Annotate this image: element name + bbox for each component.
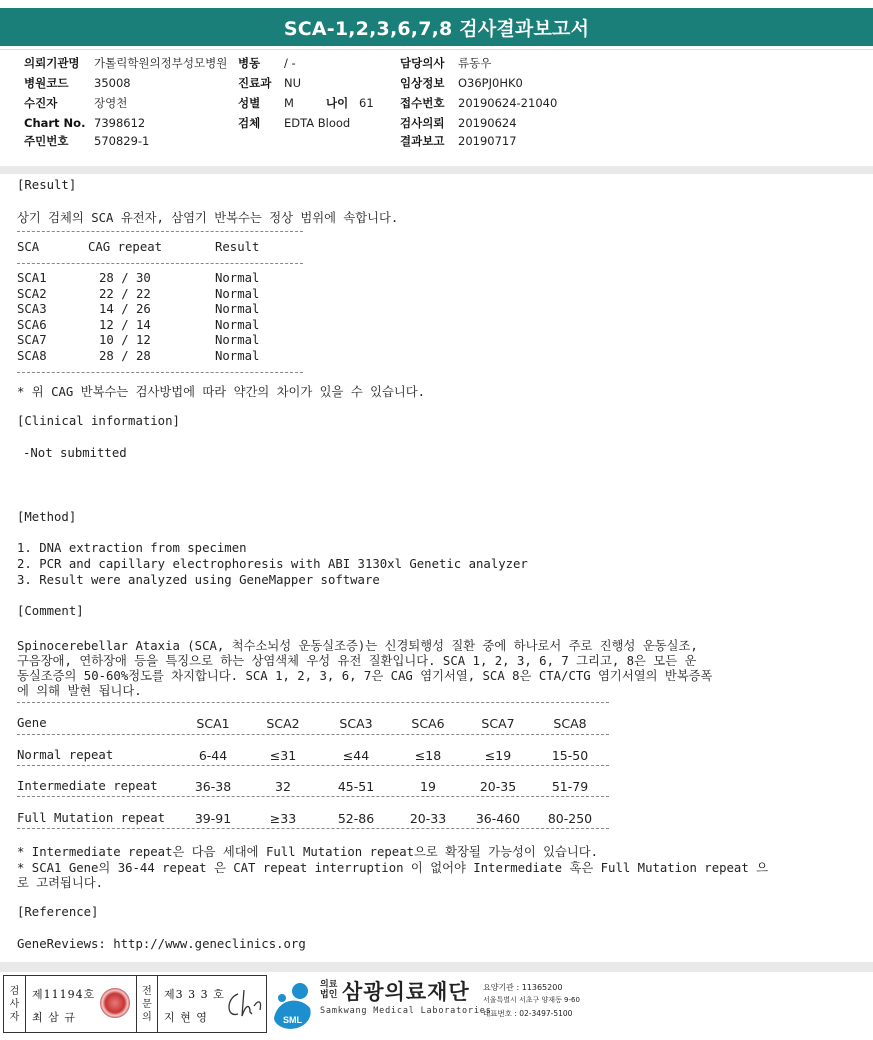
report-date-row [400, 132, 517, 151]
specialist-label-char: 의 [142, 1011, 152, 1023]
comment-note: * SCA1 Gene의 36-44 repeat 은 CAT repeat interruption 이 없어야 Intermediate 혹은 Full Mutation repeat 으 [17, 861, 769, 875]
gene-cell: 36-460 [475, 811, 521, 826]
code-label: 병원코드 [24, 76, 69, 90]
specialist-label-char: 전 [142, 985, 152, 997]
clinical-heading: [Clinical information] [17, 414, 180, 428]
sex-row [238, 94, 374, 113]
result-cell-repeat: 28 / 28 [99, 349, 151, 363]
clinical-code-value: O36PJ0HK0 [458, 76, 523, 90]
gene-cell: 32 [275, 779, 291, 794]
gene-cell: SCA3 [339, 716, 373, 731]
org-prefix-line: 의료 [320, 980, 338, 990]
dashed-rule [17, 372, 303, 373]
result-summary: 상기 검체의 SCA 유전자, 삼염기 반복수는 정상 범위에 속합니다. [17, 211, 399, 225]
comment-paragraph-line: Spinocerebellar Ataxia (SCA, 척수소뇌성 운동실조증)는 신경퇴행성 질환 중에 하나로서 주로 진행성 운동실조, [17, 639, 698, 653]
dashed-rule [17, 765, 609, 766]
org-prefix-line: 법인 [320, 990, 338, 1000]
resident-value: 570829-1 [94, 134, 150, 148]
dashed-rule [17, 734, 609, 735]
sml-logo-icon [270, 978, 316, 1032]
comment-paragraph-line: 구음장애, 연하장애 등을 특징으로 하는 상염색체 우성 유전 질환입니다. SCA 1, 2, 3, 6, 7 그리고, 8은 모든 운 [17, 654, 697, 668]
ward-value: / - [284, 56, 296, 70]
signature-icon [222, 986, 266, 1024]
receipt-value: 20190624-21040 [458, 96, 558, 110]
sex-label: 성별 [238, 96, 261, 110]
gene-cell: 20-33 [409, 811, 447, 826]
method-item: 2. PCR and capillary electrophoresis with ABI 3130xl Genetic analyzer [17, 557, 528, 571]
gene-cell: 36-38 [194, 779, 232, 794]
result-note: * 위 CAG 반복수는 검사방법에 따라 약간의 차이가 있을 수 있습니다. [17, 385, 426, 399]
gene-cell: 45-51 [337, 779, 375, 794]
result-cell-repeat: 10 / 12 [99, 333, 151, 348]
gene-cell: 51-79 [551, 779, 589, 794]
report-date-label: 결과보고 [400, 134, 445, 148]
method-heading: [Method] [17, 510, 77, 524]
report-header [0, 0, 873, 50]
result-col-repeat: CAG repeat [88, 240, 163, 254]
result-cell-repeat: 28 / 30 [99, 271, 151, 285]
age-value: 61 [359, 96, 374, 110]
gene-cell: SCA6 [411, 716, 445, 731]
result-cell-sca: SCA8 [17, 349, 47, 363]
gene-cell: SCA8 [553, 716, 587, 731]
resident-row [24, 132, 149, 151]
result-cell-repeat: 22 / 22 [99, 286, 151, 301]
result-col-result: Result [215, 240, 260, 254]
receiver-label: 수진자 [24, 96, 58, 110]
patient-info [0, 54, 873, 168]
dept-label: 진료과 [238, 76, 272, 90]
result-cell-sca: SCA6 [17, 317, 47, 332]
signature-box [3, 975, 267, 1033]
result-cell-repeat: 14 / 26 [99, 302, 151, 317]
hospital-label: 의뢰기관명 [24, 56, 80, 70]
specimen-row [238, 114, 350, 133]
footer-divider [0, 962, 873, 972]
dept-value: NU [284, 76, 302, 90]
clinical-code-label: 임상정보 [400, 76, 445, 90]
result-cell-result: Normal [215, 286, 260, 301]
gene-cell: ≤19 [484, 748, 512, 763]
resident-label: 주민번호 [24, 134, 69, 148]
result-cell-result: Normal [215, 271, 260, 285]
tester-label-char: 자 [9, 1011, 20, 1023]
gene-cell: SCA7 [481, 716, 515, 731]
gene-cell: 19 [420, 779, 436, 794]
result-heading: [Result] [17, 178, 77, 192]
age-label: 나이 [326, 96, 349, 110]
request-row [400, 114, 517, 133]
report-date-value: 20190717 [458, 134, 517, 148]
doctor-value: 류동우 [458, 56, 492, 70]
gene-row-label: Intermediate repeat [17, 779, 158, 793]
sex-value: M [284, 96, 294, 110]
gene-cell: 80-250 [547, 811, 593, 826]
org-prefix [320, 980, 337, 1000]
tester-name: 최 삼 규 [32, 1011, 76, 1024]
receiver-value: 장영천 [94, 96, 128, 110]
method-item: 3. Result were analyzed using GeneMapper software [17, 573, 380, 587]
specialist-label-char: 문 [142, 998, 152, 1010]
gene-row-label: Full Mutation repeat [17, 811, 166, 825]
gene-cell: 39-91 [194, 811, 232, 826]
specimen-label: 검체 [238, 116, 261, 130]
gene-cell: SCA2 [266, 716, 300, 731]
result-cell-result: Normal [215, 333, 260, 348]
dashed-rule [17, 231, 303, 232]
org-code: 요양기관 : 11365200 [483, 983, 563, 992]
comment-paragraph-line: 에 의해 발현 됩니다. [17, 684, 142, 698]
result-cell-sca: SCA3 [17, 302, 47, 317]
gene-cell: 20-35 [479, 779, 517, 794]
gene-cell: ≤44 [342, 748, 370, 763]
gene-cell: 15-50 [551, 748, 589, 763]
result-cell-repeat: 12 / 14 [99, 317, 151, 332]
reference-text: GeneReviews: http://www.geneclinics.org [17, 937, 306, 951]
clinical-text: -Not submitted [23, 446, 127, 460]
gene-cell: SCA1 [196, 716, 230, 731]
gene-row-label: Gene [17, 716, 47, 730]
dashed-rule [17, 702, 609, 703]
hospital-value: 가톨릭학원의정부성모병원 [94, 56, 228, 70]
reference-heading: [Reference] [17, 905, 99, 919]
comment-heading: [Comment] [17, 604, 84, 618]
clinical-code-row [400, 74, 523, 93]
chart-label: Chart No. [24, 116, 86, 130]
code-row [24, 74, 131, 93]
hospital-row [24, 54, 227, 73]
ward-label: 병동 [238, 56, 261, 70]
chart-value: 7398612 [94, 116, 146, 130]
result-cell-sca: SCA7 [17, 333, 47, 348]
dashed-rule [17, 263, 303, 264]
receipt-label: 접수번호 [400, 96, 445, 110]
chart-row [24, 114, 145, 133]
sml-logo-text: SML [283, 1015, 302, 1025]
tester-label-char: 검 [9, 985, 20, 997]
receipt-row [400, 94, 557, 113]
doctor-row [400, 54, 491, 73]
comment-note: * Intermediate repeat은 다음 세대에 Full Mutation repeat으로 확장될 가능성이 있습니다. [17, 845, 599, 859]
result-cell-sca: SCA1 [17, 271, 47, 285]
result-col-sca: SCA [17, 240, 40, 254]
gene-cell: ≤31 [269, 748, 297, 763]
ward-row [238, 54, 296, 73]
tester-seal-icon [100, 988, 130, 1018]
tester-license: 제11194호 [32, 988, 96, 1001]
specimen-value: EDTA Blood [284, 116, 351, 130]
dashed-rule [17, 828, 609, 829]
comment-paragraph-line: 동실조증의 50-60%정도를 차지합니다. SCA 1, 2, 3, 6, 7은 CAG 염기서열, SCA 8은 CTA/CTG 염기서열의 반복증폭 [17, 669, 713, 683]
doctor-label: 담당의사 [400, 56, 445, 70]
receiver-row [24, 94, 127, 113]
org-english-name: Samkwang Medical Laboratories [320, 1006, 492, 1016]
specialist-label [136, 976, 158, 1032]
tester-label [4, 976, 26, 1032]
gene-cell: ≥33 [269, 811, 297, 826]
dept-row [238, 74, 301, 93]
result-cell-result: Normal [215, 317, 260, 332]
gene-row-label: Normal repeat [17, 748, 114, 762]
result-cell-sca: SCA2 [17, 286, 47, 301]
request-label: 검사의뢰 [400, 116, 445, 130]
result-cell-result: Normal [215, 302, 260, 317]
specialist-name: 지 현 영 [164, 1011, 208, 1024]
gene-cell: 52-86 [337, 811, 375, 826]
org-name: 삼광의료재단 [342, 980, 470, 1004]
report-title: SCA-1,2,3,6,7,8 검사결과보고서 [0, 8, 873, 46]
gene-cell: ≤18 [414, 748, 442, 763]
comment-note: 로 고려됩니다. [17, 876, 104, 890]
result-cell-result: Normal [215, 349, 260, 363]
org-address: 서울특별시 서초구 양재동 9-60 [483, 996, 580, 1004]
code-value: 35008 [94, 76, 131, 90]
section-divider [0, 166, 873, 174]
tester-label-char: 사 [9, 998, 20, 1010]
method-item: 1. DNA extraction from specimen [17, 541, 247, 555]
dashed-rule [17, 796, 609, 797]
gene-cell: 6-44 [198, 748, 228, 763]
org-phone: 대표번호 : 02-3497-5100 [483, 1009, 573, 1018]
specialist-license: 제3 3 3 호 [164, 988, 225, 1001]
report-footer [0, 972, 873, 1040]
request-value: 20190624 [458, 116, 517, 130]
